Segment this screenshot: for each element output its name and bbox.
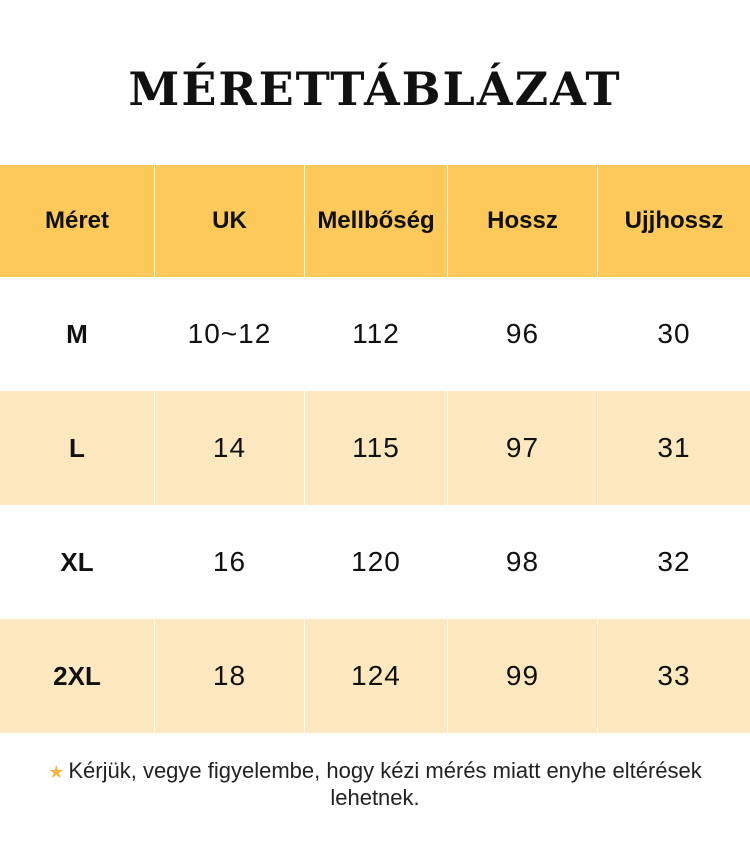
uk-cell: 16	[155, 505, 305, 619]
table-row	[0, 391, 750, 505]
table-row	[0, 277, 750, 391]
chest-cell: 120	[305, 505, 448, 619]
length-cell: 97	[448, 391, 598, 505]
page-title: MÉRETTÁBLÁZAT	[128, 62, 622, 116]
length-cell: 96	[448, 277, 598, 391]
size-cell: XL	[0, 505, 155, 619]
chest-cell: 124	[305, 619, 448, 733]
size-cell: 2XL	[0, 619, 155, 733]
chest-cell: 115	[305, 391, 448, 505]
header-cell-length: Hossz	[448, 165, 598, 277]
table-row	[0, 619, 750, 733]
uk-cell: 14	[155, 391, 305, 505]
length-cell: 99	[448, 619, 598, 733]
header-cell-chest: Mellbőség	[305, 165, 448, 277]
uk-cell: 10~12	[155, 277, 305, 391]
sleeve-cell: 32	[657, 546, 691, 577]
sleeve-cell: 33	[657, 660, 691, 691]
sleeve-cell: 30	[657, 318, 691, 349]
table-row	[0, 505, 750, 619]
size-cell: L	[0, 391, 155, 505]
measurement-note	[40, 758, 710, 810]
size-cell: M	[0, 277, 155, 391]
header-cell-uk: UK	[155, 165, 305, 277]
table-header-row	[0, 165, 750, 277]
header-cell-size: Méret	[0, 165, 155, 277]
size-table	[0, 165, 750, 733]
uk-cell: 18	[155, 619, 305, 733]
note-text: Kérjük, vegye figyelembe, hogy kézi mérés miatt enyhe eltérések lehetnek.	[68, 758, 702, 810]
header-cell-sleeve: Ujjhossz	[624, 207, 724, 234]
sleeve-cell: 31	[657, 432, 691, 463]
chest-cell: 112	[305, 277, 448, 391]
length-cell: 98	[448, 505, 598, 619]
star-icon: ★	[48, 762, 65, 782]
